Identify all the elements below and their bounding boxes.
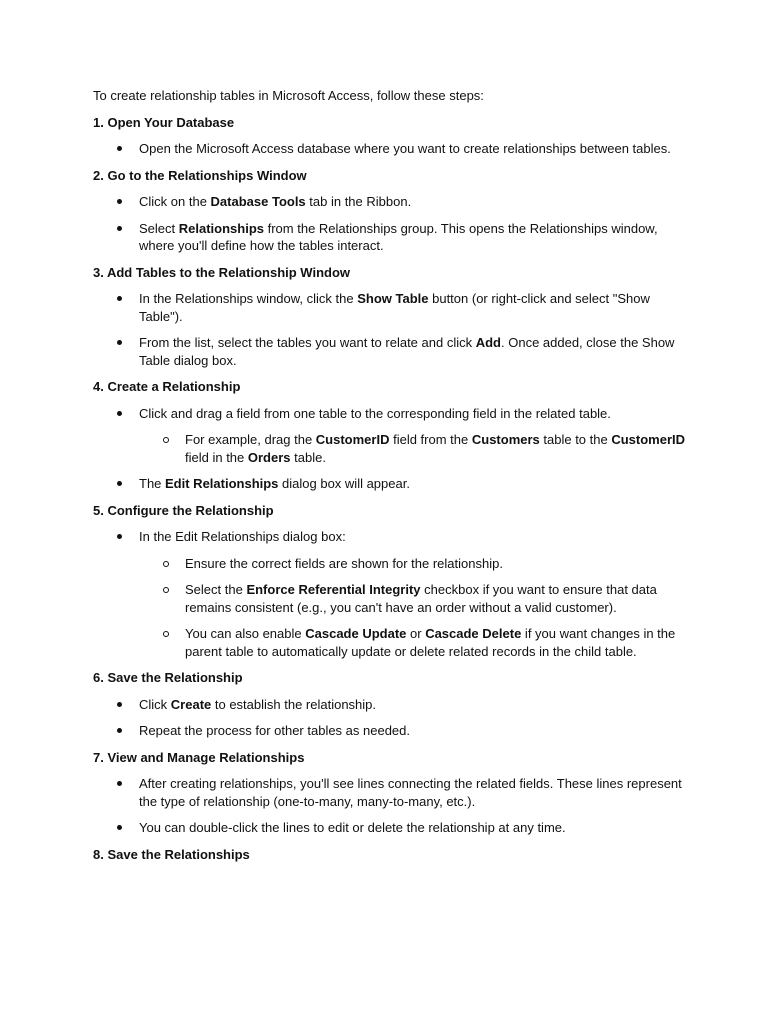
bullet-list	[93, 775, 693, 837]
text-run: checkbox if you want to ensure that data remains consistent (e.g., you can't have an order without a valid customer).	[185, 582, 657, 615]
step-title: 7. View and Manage Relationships	[93, 749, 305, 765]
text-run: table to the	[539, 432, 612, 447]
step-title: 5. Configure the Relationship	[93, 502, 274, 518]
text-run: dialog box will appear.	[278, 476, 410, 491]
bullet-item	[93, 140, 693, 158]
bold-term: Create	[170, 696, 212, 712]
text-run: After creating relationships, you'll see lines connecting the related fields. These lines represent the type of relationship (one-to-many, many-to-many, etc.).	[139, 776, 682, 809]
step-title: 3. Add Tables to the Relationship Window	[93, 264, 350, 280]
text-run: For example, drag the	[185, 432, 316, 447]
step-title: 6. Save the Relationship	[93, 670, 243, 685]
step-section	[93, 846, 693, 864]
step-section	[93, 749, 693, 837]
bold-term: Enforce Referential Integrity	[246, 582, 421, 597]
text-run: from the Relationships group. This opens the Relationships window, where you'll define how the tables interact.	[139, 220, 658, 253]
bold-term: CustomerID	[315, 432, 390, 447]
bullet-item	[93, 475, 693, 493]
text-run: to establish the relationship.	[211, 696, 377, 712]
bold-term: Orders	[247, 449, 291, 465]
bullet-item	[93, 819, 693, 837]
step-section	[93, 264, 693, 370]
text-run: Open the Microsoft Access database where you want to create relationships between tables.	[139, 141, 671, 156]
bold-term: CustomerID	[611, 432, 686, 447]
bullet-item	[93, 528, 693, 660]
sub-bullet-item	[139, 581, 693, 616]
text-run: Repeat the process for other tables as needed.	[139, 723, 411, 738]
text-run: . Once added, close the Show Table dialog box.	[139, 335, 675, 368]
bullet-list	[93, 290, 693, 369]
text-run: table.	[290, 449, 326, 465]
text-run: Click and drag a field from one table to the corresponding field in the related table.	[139, 405, 611, 421]
step-title: 2. Go to the Relationships Window	[93, 167, 307, 183]
step-title: 1. Open Your Database	[93, 114, 235, 130]
text-run: field in the	[185, 449, 248, 465]
text-run: The	[139, 476, 166, 491]
bold-term: Edit Relationships	[165, 476, 279, 491]
step-title: 8. Save the Relationships	[93, 846, 250, 862]
bullet-item	[93, 405, 693, 467]
bold-term: Relationships	[178, 220, 264, 236]
text-run: button (or right-click and select "Show Table").	[139, 291, 650, 324]
document-content	[93, 87, 693, 872]
bold-term: Show Table	[357, 291, 429, 306]
text-run: You can double-click the lines to edit or delete the relationship at any time.	[139, 820, 566, 835]
text-run: if you want changes in the parent table to automatically update or delete related records in the child table.	[185, 626, 676, 659]
step-title: 4. Create a Relationship	[93, 379, 241, 394]
text-run: In the Edit Relationships dialog box:	[139, 529, 346, 544]
bullet-item	[93, 696, 693, 714]
sub-bullet-item	[139, 625, 693, 660]
step-section	[93, 669, 693, 740]
sub-bullet-item	[139, 555, 693, 573]
text-run: From the list, select the tables you want to relate and click	[139, 335, 476, 350]
bullet-list	[93, 193, 693, 255]
bold-term: Customers	[471, 432, 540, 447]
bold-term: Add	[475, 335, 501, 350]
bullet-item	[93, 193, 693, 211]
bullet-list	[93, 696, 693, 740]
bullet-item	[93, 775, 693, 810]
bullet-item	[93, 334, 693, 369]
intro-text: To create relationship tables in Microsoft Access, follow these steps:	[93, 88, 484, 103]
bullet-item	[93, 220, 693, 255]
step-section	[93, 378, 693, 493]
text-run: Click	[139, 696, 171, 712]
bullet-item	[93, 722, 693, 740]
bold-term: Cascade Delete	[425, 626, 522, 641]
text-run: In the Relationships window, click the	[139, 291, 358, 306]
steps-list	[93, 114, 693, 864]
bullet-list	[93, 405, 693, 493]
step-section	[93, 167, 693, 255]
sub-bullet-list	[139, 555, 693, 661]
text-run: tab in the Ribbon.	[305, 194, 412, 209]
bullet-list	[93, 528, 693, 660]
bold-term: Database Tools	[210, 194, 306, 209]
text-run: Click on the	[139, 194, 211, 209]
sub-bullet-item	[139, 431, 693, 466]
bullet-item	[93, 290, 693, 325]
text-run: You can also enable	[185, 626, 306, 641]
text-run: or	[406, 626, 426, 641]
bullet-list	[93, 140, 693, 158]
text-run: field from the	[389, 432, 472, 447]
sub-bullet-list	[139, 431, 693, 466]
text-run: Ensure the correct fields are shown for the relationship.	[185, 555, 503, 571]
text-run: Select	[139, 220, 179, 236]
text-run: Select the	[185, 582, 247, 597]
bold-term: Cascade Update	[305, 626, 407, 641]
step-section	[93, 502, 693, 661]
step-section	[93, 114, 693, 158]
